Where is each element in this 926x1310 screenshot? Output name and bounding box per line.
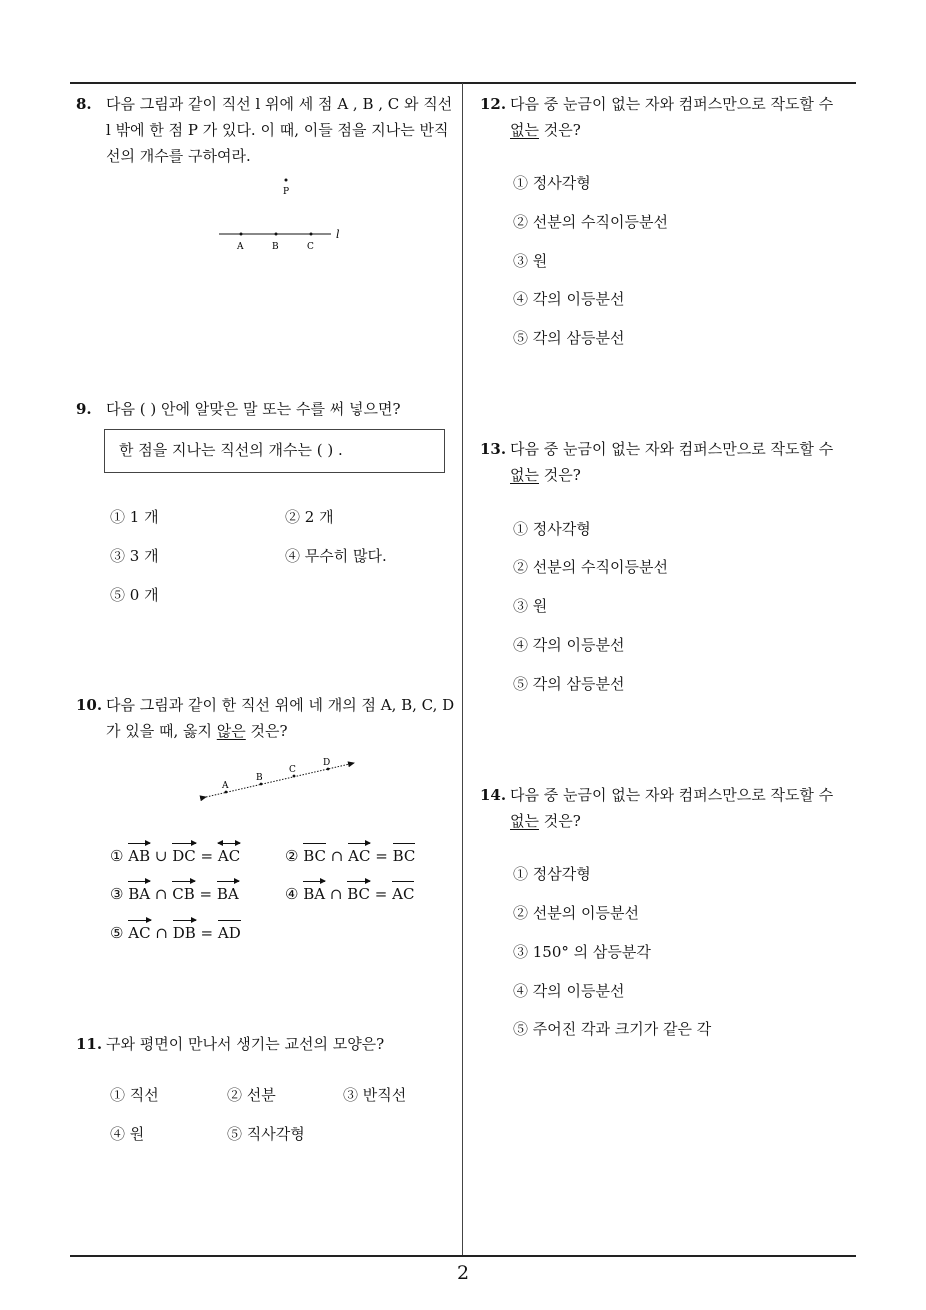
underlined-word: 없는 (510, 466, 539, 484)
point-a (240, 233, 243, 236)
question-number: 11. (76, 1035, 103, 1053)
option-2[interactable]: ② 2 개 (285, 508, 334, 526)
question-number: 8. (76, 95, 92, 113)
point-a (225, 791, 228, 794)
point-b (260, 783, 263, 786)
option-3[interactable]: ③ 150° 의 삼등분각 (513, 943, 651, 961)
label-a: A (222, 781, 229, 791)
option-5[interactable]: ⑤ 각의 삼등분선 (513, 329, 625, 347)
option-3[interactable]: ③ 반직선 (343, 1086, 407, 1104)
question-text-end: 것은? (538, 121, 581, 139)
option-4[interactable]: ④ 각의 이등분선 (513, 982, 625, 1000)
option-4[interactable]: ④ 무수히 많다. (285, 547, 387, 565)
question-number: 13. (480, 440, 507, 458)
question-text: 다음 그림과 같이 한 직선 위에 네 개의 점 A, B, C, D 가 있을 때, 옳지 (106, 696, 455, 740)
option-4[interactable]: ④ 원 (110, 1125, 145, 1143)
question-10 (76, 692, 460, 744)
question-number: 12. (480, 95, 507, 113)
option-3[interactable]: ③ 원 (513, 597, 548, 615)
question-9 (76, 396, 460, 422)
underlined-word: 없는 (510, 812, 539, 830)
figure-line-points (215, 172, 355, 258)
dotted-line (206, 763, 354, 797)
option-5[interactable]: ⑤ AC ∩ DB = AD (110, 918, 241, 942)
column-divider (462, 83, 463, 1255)
option-1[interactable]: ① 1 개 (110, 508, 159, 526)
option-3[interactable]: ③ 3 개 (110, 547, 159, 565)
fill-in-box: 한 점을 지나는 직선의 개수는 ( ) . (104, 429, 445, 473)
question-11 (76, 1031, 460, 1057)
label-c: C (307, 242, 314, 252)
label-d: D (323, 758, 331, 768)
question-text-end: 것은? (245, 722, 288, 740)
option-3[interactable]: ③ BA ∩ CB = BA (110, 879, 239, 903)
option-1[interactable]: ① AB ∪ DC = AC (110, 841, 240, 865)
question-12 (480, 91, 860, 143)
option-1[interactable]: ① 정사각형 (513, 174, 591, 192)
question-13 (480, 436, 860, 488)
question-text: 다음 중 눈금이 없는 자와 컴퍼스만으로 작도할 수 (510, 95, 834, 113)
question-text-end: 것은? (538, 466, 581, 484)
point-p (285, 179, 288, 182)
option-2[interactable]: ② 선분의 수직이등분선 (513, 558, 668, 576)
option-5[interactable]: ⑤ 주어진 각과 크기가 같은 각 (513, 1020, 712, 1038)
option-1[interactable]: ① 정삼각형 (513, 865, 591, 883)
option-1[interactable]: ① 직선 (110, 1086, 159, 1104)
page-number: 2 (456, 1262, 470, 1284)
point-b (275, 233, 278, 236)
underlined-word: 없는 (510, 121, 539, 139)
label-l: l (336, 228, 340, 241)
point-c (293, 775, 296, 778)
question-number: 10. (76, 696, 103, 714)
label-c: C (289, 765, 296, 775)
option-2[interactable]: ② 선분의 수직이등분선 (513, 213, 668, 231)
option-3[interactable]: ③ 원 (513, 252, 548, 270)
question-text: 다음 중 눈금이 없는 자와 컴퍼스만으로 작도할 수 (510, 786, 834, 804)
point-d (327, 768, 330, 771)
option-2[interactable]: ② BC ∩ AC = BC (285, 841, 415, 865)
label-b: B (256, 773, 263, 783)
option-5[interactable]: ⑤ 각의 삼등분선 (513, 675, 625, 693)
label-a: A (237, 242, 244, 252)
question-text-end: 것은? (538, 812, 581, 830)
question-8 (76, 91, 460, 169)
option-4[interactable]: ④ 각의 이등분선 (513, 290, 625, 308)
label-b: B (272, 242, 279, 252)
option-4[interactable]: ④ BA ∩ BC = AC (285, 879, 414, 903)
label-p: P (283, 187, 290, 197)
question-14 (480, 782, 860, 834)
question-text: 다음 그림과 같이 직선 l 위에 세 점 A , B , C 와 직선 l 밖에 한 점 P 가 있다. 이 때, 이들 점을 지나는 반직 선의 개수를 구하여라. (106, 95, 453, 165)
option-5[interactable]: ⑤ 직사각형 (227, 1125, 305, 1143)
underlined-word: 않은 (216, 722, 246, 740)
option-2[interactable]: ② 선분 (227, 1086, 276, 1104)
option-4[interactable]: ④ 각의 이등분선 (513, 636, 625, 654)
figure-four-points (198, 754, 364, 804)
question-number: 14. (480, 786, 507, 804)
question-text: 다음 ( ) 안에 알맞은 말 또는 수를 써 넣으면? (106, 400, 401, 418)
option-2[interactable]: ② 선분의 이등분선 (513, 904, 639, 922)
option-5[interactable]: ⑤ 0 개 (110, 586, 159, 604)
top-rule (70, 82, 856, 84)
point-c (310, 233, 313, 236)
option-1[interactable]: ① 정사각형 (513, 520, 591, 538)
question-text: 구와 평면이 만나서 생기는 교선의 모양은? (106, 1035, 385, 1053)
question-number: 9. (76, 400, 92, 418)
question-text: 다음 중 눈금이 없는 자와 컴퍼스만으로 작도할 수 (510, 440, 834, 458)
bottom-rule (70, 1255, 856, 1257)
